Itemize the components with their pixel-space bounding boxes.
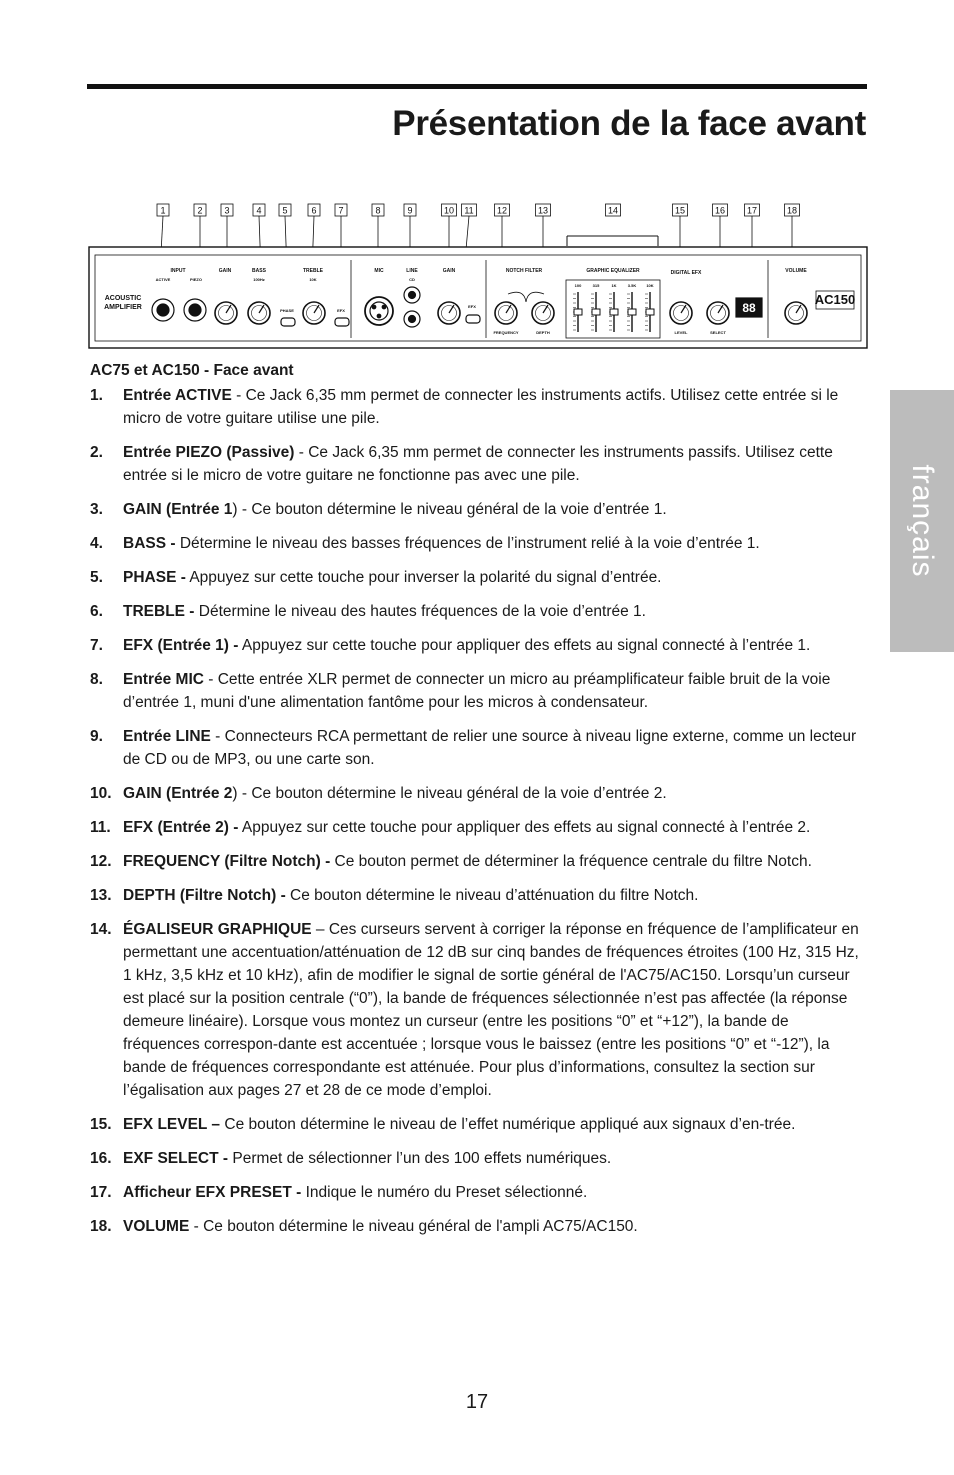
list-item <box>90 1181 868 1204</box>
panel-label: 100Hz <box>253 277 265 282</box>
item-term: PHASE - <box>123 569 186 586</box>
panel-label: AC150 <box>814 292 856 307</box>
callout-number: 10 <box>443 205 455 216</box>
item-term: VOLUME <box>123 1218 190 1235</box>
callout-number: 3 <box>224 205 230 216</box>
geq-slider-cap <box>646 309 654 315</box>
item-term: EFX LEVEL – <box>123 1116 221 1133</box>
item-number: 7. <box>90 637 103 654</box>
panel-label: 3.5K <box>627 283 637 288</box>
item-term: BASS - <box>123 535 176 552</box>
language-tab <box>890 390 954 652</box>
item-term: TREBLE - <box>123 603 195 620</box>
callout-number: 4 <box>256 205 262 216</box>
panel-label: AMPLIFIER <box>104 304 142 311</box>
item-number: 18. <box>90 1218 112 1235</box>
panel-label: 10K <box>309 277 317 282</box>
list-item <box>90 668 868 714</box>
top-rule <box>87 84 867 89</box>
panel-label: PIEZO <box>189 277 203 282</box>
list-item <box>90 441 868 487</box>
item-term: Afficheur EFX PRESET - <box>123 1184 302 1201</box>
panel-label: INPUT <box>170 268 186 274</box>
panel-label: ACOUSTIC <box>104 295 142 302</box>
callout-number: 6 <box>311 205 317 216</box>
front-panel-diagram <box>88 198 868 350</box>
panel-label: FREQUENCY <box>493 330 519 335</box>
item-text: Appuyez sur cette touche pour appliquer des effets au signal connecté à l’entrée 2. <box>238 819 811 836</box>
list-item <box>90 498 868 521</box>
callout-number: 13 <box>537 205 549 216</box>
callout-number: 17 <box>746 205 758 216</box>
item-text: Ce bouton permet de déterminer la fréquence centrale du filtre Notch. <box>330 853 812 870</box>
panel-label: 315 <box>592 283 600 288</box>
jack-inner <box>157 304 169 316</box>
rca-pin <box>409 316 416 323</box>
rca-pin <box>409 292 416 299</box>
panel-label: 10K <box>646 283 654 288</box>
jack-inner <box>189 304 201 316</box>
item-term: FREQUENCY (Filtre Notch) - <box>123 853 331 870</box>
item-number: 2. <box>90 444 103 461</box>
panel-label: 1K <box>611 283 617 288</box>
panel-label: VOLUME <box>785 268 807 274</box>
panel-label: LEVEL <box>674 330 688 335</box>
callout-number: 8 <box>375 205 381 216</box>
geq-slider-cap <box>628 309 636 315</box>
panel-label: EFX <box>468 304 476 309</box>
list-item <box>90 816 868 839</box>
page-title: Présentation de la face avant <box>392 104 866 143</box>
item-term: ÉGALISEUR GRAPHIQUE <box>123 921 312 938</box>
item-number: 10. <box>90 785 112 802</box>
description-list <box>90 384 868 1249</box>
page-number: 17 <box>465 1391 489 1413</box>
panel-label: PHASE <box>280 308 294 313</box>
item-term: EFX (Entrée 1) - <box>123 637 239 654</box>
list-item <box>90 384 868 430</box>
panel-label: TREBLE <box>303 268 323 274</box>
list-item <box>90 566 868 589</box>
item-text: Ce bouton détermine le niveau d’atténuation du filtre Notch. <box>285 887 699 904</box>
section-subtitle: AC75 et AC150 - Face avant <box>90 362 294 379</box>
item-term: EFX (Entrée 2) - <box>123 819 239 836</box>
callout-number: 2 <box>197 205 203 216</box>
panel-label: NOTCH FILTER <box>505 268 543 274</box>
item-term: Entrée LINE <box>123 728 211 745</box>
item-text: Détermine le niveau des hautes fréquences de la voie d’entrée 1. <box>194 603 646 620</box>
item-text: Permet de sélectionner l’un des 100 effets numériques. <box>228 1150 612 1167</box>
item-number: 13. <box>90 887 112 904</box>
panel-label: GAIN <box>218 268 232 274</box>
panel-label: 100 <box>574 283 582 288</box>
item-text: - Ce Jack 6,35 mm permet de connecter les instruments passifs. Utilisez cette entrée si le micro de votre guitare ne fonctionne pas avec une pile. <box>123 444 833 484</box>
list-item <box>90 782 868 805</box>
item-number: 8. <box>90 671 103 688</box>
panel-label: SELECT <box>710 330 726 335</box>
item-term: Entrée MIC <box>123 671 204 688</box>
panel-label: CD <box>409 277 415 282</box>
list-item <box>90 634 868 657</box>
item-number: 17. <box>90 1184 112 1201</box>
callout-number: 15 <box>674 205 686 216</box>
xlr-pin <box>372 305 376 309</box>
item-number: 12. <box>90 853 112 870</box>
item-text: Ce bouton détermine le niveau de l’effet numérique appliqué aux signaux d’en-trée. <box>220 1116 796 1133</box>
callout-number: 1 <box>160 205 166 216</box>
item-number: 11. <box>90 819 111 836</box>
item-number: 9. <box>90 728 103 745</box>
item-text: Appuyez sur cette touche pour appliquer des effets au signal connecté à l’entrée 1. <box>238 637 811 654</box>
list-item <box>90 725 868 771</box>
xlr-pin <box>377 314 381 318</box>
list-item <box>90 1215 868 1238</box>
list-item <box>90 600 868 623</box>
item-text: Indique le numéro du Preset sélectionné. <box>301 1184 588 1201</box>
item-text: - Connecteurs RCA permettant de relier une source à niveau ligne externe, comme un lecteur de CD ou de MP3, ou une carte son. <box>123 728 857 768</box>
language-label: français <box>906 464 939 578</box>
item-number: 6. <box>90 603 103 620</box>
geq-slider-cap <box>592 309 600 315</box>
item-number: 14. <box>90 921 112 938</box>
item-number: 1. <box>90 387 103 404</box>
item-text: - Cette entrée XLR permet de connecter un micro au préamplificateur faible bruit de la voie d’entrée 1, muni d'une alimentation fantôme pour les micros à condensateur. <box>123 671 831 711</box>
callout-number: 9 <box>407 205 413 216</box>
panel-label: GRAPHIC EQUALIZER <box>586 268 640 274</box>
panel-label: BASS <box>252 268 266 274</box>
list-item <box>90 884 868 907</box>
panel-label: MIC <box>374 268 384 274</box>
callout-number: 12 <box>496 205 508 216</box>
item-text: Appuyez sur cette touche pour inverser la polarité du signal d’entrée. <box>185 569 662 586</box>
list-item <box>90 1113 868 1136</box>
callout-number: 16 <box>714 205 726 216</box>
item-text: - Ce Jack 6,35 mm permet de connecter les instruments actifs. Utilisez cette entrée si le micro de votre guitare utilise une pile. <box>123 387 839 427</box>
panel-label: GAIN <box>442 268 456 274</box>
display-digits: 88 <box>742 301 756 315</box>
item-term: Entrée ACTIVE <box>123 387 232 404</box>
item-term: EXF SELECT - <box>123 1150 229 1167</box>
item-term: GAIN (Entrée 1 <box>123 501 233 518</box>
item-text: ) - Ce bouton détermine le niveau général de la voie d’entrée 2. <box>232 785 667 802</box>
panel-label: LINE <box>406 268 418 274</box>
callout-number: 14 <box>607 205 619 216</box>
panel-label: DEPTH <box>536 330 550 335</box>
item-number: 5. <box>90 569 103 586</box>
xlr-pin <box>382 305 386 309</box>
item-number: 15. <box>90 1116 112 1133</box>
item-term: Entrée PIEZO (Passive) <box>123 444 295 461</box>
item-term: GAIN (Entrée 2 <box>123 785 233 802</box>
item-text: ) - Ce bouton détermine le niveau général de la voie d’entrée 1. <box>232 501 667 518</box>
callout-number: 5 <box>282 205 288 216</box>
panel-label: EFX <box>337 308 345 313</box>
item-number: 3. <box>90 501 103 518</box>
panel-label: DIGITAL EFX <box>670 270 702 276</box>
panel-label: ACTIVE <box>155 277 171 282</box>
item-number: 16. <box>90 1150 112 1167</box>
item-number: 4. <box>90 535 103 552</box>
list-item <box>90 918 868 1102</box>
list-item <box>90 850 868 873</box>
item-term: DEPTH (Filtre Notch) - <box>123 887 286 904</box>
geq-slider-cap <box>610 309 618 315</box>
item-text: - Ce bouton détermine le niveau général de l'ampli AC75/AC150. <box>189 1218 638 1235</box>
callout-number: 18 <box>786 205 798 216</box>
callout-number: 11 <box>464 205 474 216</box>
item-text: Détermine le niveau des basses fréquences de l’instrument relié à la voie d’entrée 1. <box>175 535 760 552</box>
item-text: – Ces curseurs servent à corriger la réponse en fréquence de l’amplificateur en permettant une accentuation/atténuation de 12 dB sur cinq bandes de fréquences étroites (100 Hz, 315 Hz, 1 kHz, 3,5 kHz et 10 kHz), afin de modifier le signal de sortie général de l'AC75/AC150. Lorsqu’un curseur est placé sur la position centrale (“0”), la bande de fréquences sélectionnée n’est pas affectée (la réponse demeure linéaire). Lorsque vous montez un curseur (entre les positions “0” et “+12”), la bande de fréquences correspon-dante est accentuée ; lorsque vous le baissez (entre les positions “0” et “-12”), la bande de fréquences correspondante est atténuée. Pour plus d’informations, consultez la section sur l’égalisation aux pages 27 et 28 de ce mode d’emploi. <box>123 921 859 1099</box>
list-item <box>90 1147 868 1170</box>
geq-slider-cap <box>574 309 582 315</box>
list-item <box>90 532 868 555</box>
callout-number: 7 <box>338 205 344 216</box>
